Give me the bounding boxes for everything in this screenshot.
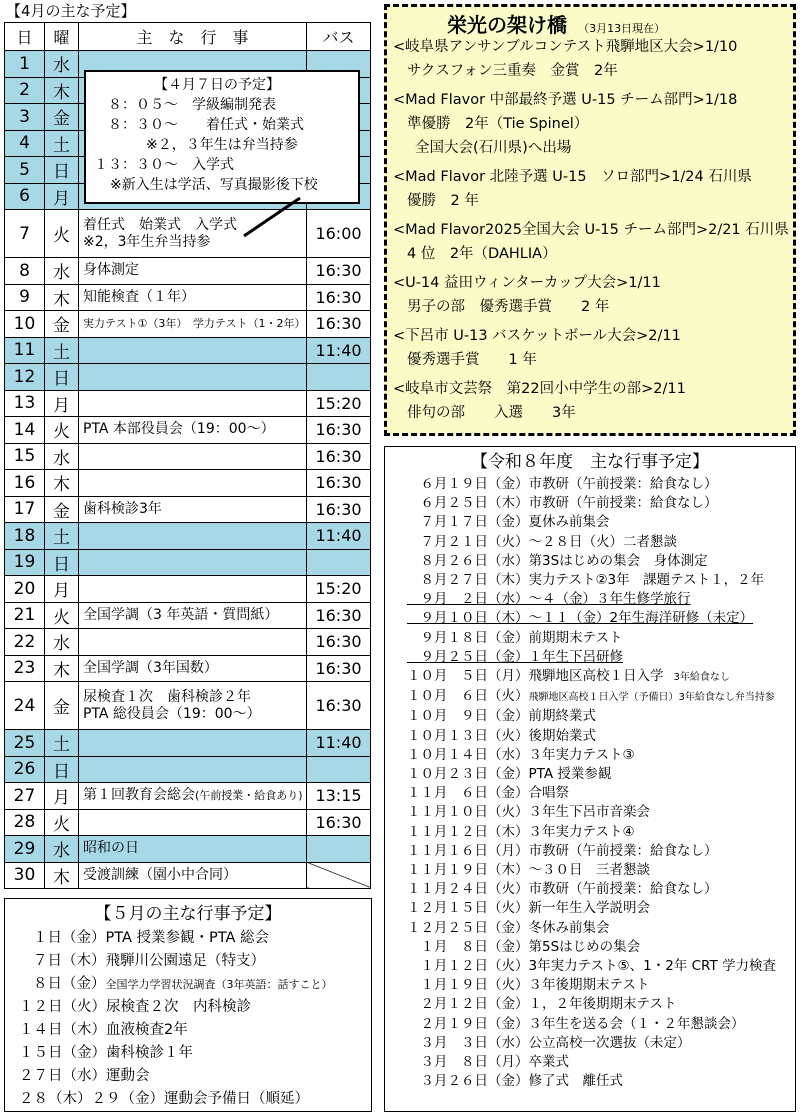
list-item [11, 950, 365, 973]
cell-bus: 16:00 [307, 210, 371, 258]
cell-events [79, 443, 307, 470]
cell-events [79, 655, 307, 682]
item-text: １５日（金）歯科検診１年 [19, 1045, 193, 1061]
list-item [11, 1065, 365, 1088]
honor-result: 優秀選手賞 1 年 [407, 352, 537, 368]
cell-bus: 13:15 [307, 783, 371, 810]
event-text: 受渡訓練（園小中合同） [83, 866, 237, 883]
cell-weekday: 水 [45, 51, 79, 78]
item-text: １２月２５日（金）冬休み前集会 [407, 919, 610, 936]
cell-day: 29 [5, 836, 45, 863]
honor-item [393, 324, 787, 372]
cell-weekday: 日 [45, 364, 79, 391]
list-item [11, 1042, 365, 1065]
cell-bus: 11:40 [307, 523, 371, 550]
item-text: １１月１９日（木）～３０日 三者懇談 [407, 862, 650, 879]
list-item [389, 609, 791, 628]
list-item [389, 899, 791, 918]
table-row [5, 682, 371, 730]
list-item [11, 1019, 365, 1042]
item-text: １１月１０日（火）３年生下呂市音楽会 [407, 804, 650, 821]
table-row [5, 862, 371, 889]
table-row [5, 470, 371, 497]
header-day: 日 [5, 23, 45, 51]
honor-item [393, 165, 787, 213]
item-text: １０月１４日（水）３年実力テスト③ [407, 746, 635, 763]
cell-bus: 16:30 [307, 809, 371, 836]
honor-item [393, 88, 787, 160]
callout-line: ※２，３年生は弁当持参 [146, 137, 298, 153]
header-bus: バス [307, 23, 371, 51]
cell-bus [307, 549, 371, 576]
cell-day: 14 [5, 417, 45, 444]
cell-weekday: 水 [45, 629, 79, 656]
cell-bus: 16:30 [307, 629, 371, 656]
cell-bus [307, 862, 371, 889]
item-text: ９月１０日（木）～１１（金）2年生海洋研修（未定） [407, 610, 754, 627]
item-text: １０月 ６日（火） [407, 688, 529, 705]
honor-event-name: <岐阜県アンサンブルコンテスト飛騨地区大会>1/10 [393, 39, 738, 55]
honor-event-name: <U-14 益田ウィンターカップ大会>1/11 [393, 275, 661, 291]
table-header-row [5, 23, 371, 51]
cell-day: 30 [5, 862, 45, 889]
item-text: １月１２日（火）3年実力テスト⑤、1・2年 CRT 学力検査 [407, 958, 776, 975]
list-item [11, 1088, 365, 1111]
cell-events [79, 337, 307, 364]
cell-weekday: 金 [45, 311, 79, 338]
cell-day: 20 [5, 576, 45, 603]
cell-events [79, 682, 307, 730]
cell-bus: 16:30 [307, 311, 371, 338]
header-weekday: 曜 [45, 23, 79, 51]
cell-events [79, 364, 307, 391]
callout-title: 【４月７日の予定】 [154, 77, 280, 93]
item-text: １１月２４日（火）市教研（午前授業：給食なし） [407, 881, 718, 898]
item-text: １０月 ５日（月）飛騨地区高校１日入学 [407, 668, 664, 685]
honor-result: 準優勝 2年（Tie Spinel） [407, 116, 589, 132]
item-text: １月 ８日（金）第5Sはじめの集会 [407, 938, 641, 955]
honor-result: 俳句の部 入選 3年 [407, 405, 576, 421]
cell-day: 16 [5, 470, 45, 497]
header-events: 主 な 行 事 [79, 23, 307, 51]
may-schedule-list [11, 927, 365, 1111]
event-note: (午前授業・給食あり) [195, 789, 303, 803]
table-row [5, 756, 371, 783]
list-item [389, 533, 791, 552]
cell-day: 24 [5, 682, 45, 730]
item-text: １月１９日（火）３年後期期末テスト [407, 977, 650, 994]
cell-day: 25 [5, 730, 45, 757]
cell-weekday: 金 [45, 682, 79, 730]
callout-line: ※新入生は学活、写真撮影後下校 [110, 177, 318, 193]
table-row [5, 258, 371, 285]
event-text: 着任式 始業式 入学式 [83, 216, 237, 233]
item-text: ９月 ２日（水）～４（金）３年生修学旅行 [407, 591, 691, 608]
list-item [389, 475, 791, 494]
event-text: 第１回教育会総会 [83, 787, 195, 804]
cell-weekday: 月 [45, 576, 79, 603]
may-schedule-box [4, 898, 372, 1112]
honor-list [393, 35, 787, 425]
item-text: ８日（金） [33, 976, 106, 992]
cell-day: 12 [5, 364, 45, 391]
list-item [389, 1034, 791, 1053]
cell-day: 22 [5, 629, 45, 656]
cell-weekday: 月 [45, 783, 79, 810]
cell-events [79, 730, 307, 757]
table-row [5, 576, 371, 603]
cell-bus: 16:30 [307, 496, 371, 523]
cell-day: 2 [5, 77, 45, 104]
cell-weekday: 火 [45, 602, 79, 629]
cell-bus: 16:30 [307, 258, 371, 285]
cell-day: 11 [5, 337, 45, 364]
honor-result: 優勝 2 年 [407, 193, 479, 209]
cell-day: 9 [5, 284, 45, 311]
item-text: ７月１７日（金）夏休み前集会 [407, 514, 610, 531]
item-text: １１月 ６日（金）合唱祭 [407, 785, 569, 802]
list-item [389, 1053, 791, 1072]
list-item [389, 667, 791, 687]
cell-bus [307, 836, 371, 863]
list-item [389, 494, 791, 513]
list-item [389, 995, 791, 1014]
item-text: ９月２５日（金）１年生下呂研修 [407, 648, 623, 665]
event-text: 知能検査（１年） [83, 288, 195, 305]
cell-day: 1 [5, 51, 45, 78]
callout-line: ８：０５～ 学級編制発表 [108, 97, 276, 113]
item-text: ８月２６日（水）第3Sはじめの集会 身体測定 [407, 552, 708, 569]
list-item [389, 1015, 791, 1034]
honor-event-name: <Mad Flavor 北陸予選 U-15 ソロ部門>1/24 石川県 [393, 169, 752, 185]
cell-day: 17 [5, 496, 45, 523]
cell-weekday: 水 [45, 258, 79, 285]
item-text: １１月１６日（月）市教研（午前授業：給食なし） [407, 842, 718, 859]
cell-day: 21 [5, 602, 45, 629]
honor-item [393, 377, 787, 425]
honor-result: サクスフォン三重奏 金賞 2年 [407, 63, 618, 79]
event-text: 全国学調（3 年英語・質問紙） [83, 606, 279, 623]
cell-weekday: 木 [45, 862, 79, 889]
honor-item [393, 35, 787, 83]
list-item [389, 842, 791, 861]
honor-result: 4 位 2年（DAHLIA） [407, 246, 557, 262]
list-item [389, 957, 791, 976]
cell-day: 5 [5, 157, 45, 184]
list-item [389, 648, 791, 667]
cell-bus: 16:30 [307, 417, 371, 444]
item-text: １１月１２日（木）３年実力テスト④ [407, 823, 635, 840]
list-item [389, 1072, 791, 1091]
table-row [5, 210, 371, 258]
item-text: １日（金）PTA 授業参観・PTA 総会 [33, 930, 270, 946]
cell-events [79, 417, 307, 444]
cell-day: 10 [5, 311, 45, 338]
cell-events [79, 836, 307, 863]
cell-day: 4 [5, 130, 45, 157]
cell-day: 26 [5, 756, 45, 783]
cell-day: 6 [5, 183, 45, 210]
table-row [5, 602, 371, 629]
cell-bus: 11:40 [307, 337, 371, 364]
cell-bus [307, 364, 371, 391]
honor-item [393, 271, 787, 319]
table-row [5, 629, 371, 656]
table-row [5, 443, 371, 470]
list-item [389, 976, 791, 995]
cell-weekday: 火 [45, 210, 79, 258]
list-item [389, 919, 791, 938]
cell-events [79, 576, 307, 603]
list-item [389, 784, 791, 803]
table-row [5, 337, 371, 364]
cell-day: 23 [5, 655, 45, 682]
item-text: １４日（木）血液検査2年 [19, 1022, 188, 1038]
list-item [11, 927, 365, 950]
honor-event-name: <Mad Flavor2025全国大会 U-15 チーム部門>2/21 石川県 [393, 222, 789, 238]
list-item [389, 590, 791, 609]
honor-board [384, 4, 796, 436]
honor-event-name: <下呂市 U-13 バスケットボール大会>2/11 [393, 328, 681, 344]
cell-events [79, 862, 307, 889]
table-row [5, 783, 371, 810]
list-item [389, 746, 791, 765]
annual-schedule-list [389, 475, 791, 1092]
annual-schedule-title: 【令和８年度 主な行事予定】 [471, 452, 709, 472]
list-item [389, 861, 791, 880]
cell-weekday: 日 [45, 549, 79, 576]
event-text: 全国学調（3年国数） [83, 659, 218, 676]
honor-result: 全国大会(石川県)へ出場 [415, 140, 572, 156]
cell-weekday: 木 [45, 284, 79, 311]
callout-line: ８：３０～ 着任式・始業式 [108, 117, 304, 133]
cell-bus [307, 756, 371, 783]
item-text: ２月１９日（金）３年生を送る会（１・２年懇談会） [407, 1015, 745, 1032]
table-row [5, 284, 371, 311]
cell-day: 28 [5, 809, 45, 836]
cell-bus: 16:30 [307, 682, 371, 730]
cell-bus: 15:20 [307, 390, 371, 417]
cell-weekday: 月 [45, 390, 79, 417]
list-item [11, 996, 365, 1019]
cell-weekday: 日 [45, 756, 79, 783]
cell-day: 13 [5, 390, 45, 417]
cell-weekday: 土 [45, 130, 79, 157]
item-text: １０月１３日（火）後期始業式 [407, 727, 596, 744]
cell-weekday: 金 [45, 104, 79, 131]
cell-events [79, 258, 307, 285]
cell-weekday: 木 [45, 470, 79, 497]
event-text: 歯科検診3年 [83, 500, 162, 517]
cell-events [79, 470, 307, 497]
cell-weekday: 土 [45, 730, 79, 757]
list-item [389, 629, 791, 648]
list-item [11, 973, 365, 996]
table-row [5, 364, 371, 391]
cell-bus: 11:40 [307, 730, 371, 757]
list-item [389, 803, 791, 822]
cell-events [79, 311, 307, 338]
cell-events [79, 602, 307, 629]
item-text: ９月１８日（金）前期期末テスト [407, 629, 623, 646]
list-item [389, 880, 791, 899]
cell-day: 8 [5, 258, 45, 285]
cell-events [79, 390, 307, 417]
event-line [83, 787, 306, 804]
list-item [389, 938, 791, 957]
honor-item [393, 218, 787, 266]
cell-bus: 16:30 [307, 443, 371, 470]
honor-event-name: <岐阜市文芸祭 第22回小中学生の部>2/11 [393, 381, 686, 397]
cell-bus: 16:30 [307, 284, 371, 311]
event-text: ※2，3年生弁当持参 [83, 233, 211, 250]
cell-weekday: 金 [45, 496, 79, 523]
cell-events [79, 210, 307, 258]
item-note: 全国学力学習状況調査（3年英語：話すこと） [105, 978, 333, 991]
list-item [389, 823, 791, 842]
item-text: ８月２７日（木）実力テスト②3年 課題テスト１，２年 [407, 572, 765, 589]
list-item [389, 571, 791, 590]
cell-day: 18 [5, 523, 45, 550]
cell-events [79, 809, 307, 836]
honor-event-name: <Mad Flavor 中部最終予選 U-15 チーム部門>1/18 [393, 92, 738, 108]
cell-weekday: 木 [45, 655, 79, 682]
honor-board-header [393, 9, 787, 35]
cell-bus: 15:20 [307, 576, 371, 603]
event-text: 実力テスト①（3年） 学力テスト（1・2年） [83, 317, 306, 331]
callout-line: １３：３０～ 入学式 [94, 157, 234, 173]
list-item [389, 687, 791, 707]
table-row [5, 809, 371, 836]
table-row [5, 496, 371, 523]
cell-weekday: 土 [45, 523, 79, 550]
item-text: ２月１２日（金）１，２年後期期末テスト [407, 996, 677, 1013]
cell-bus: 16:30 [307, 655, 371, 682]
item-text: ７月２１日（火）～２８日（火）二者懇談 [407, 533, 677, 550]
item-text: ３月２６日（金）修了式 離任式 [407, 1073, 623, 1090]
list-item [389, 765, 791, 784]
item-text: ２７日（水）運動会 [19, 1068, 150, 1084]
table-row [5, 311, 371, 338]
event-text: 身体測定 [83, 262, 139, 279]
item-note: 飛騨地区高校１日入学（予備日）3年給食なし弁当持参 [528, 692, 775, 704]
honor-result: 男子の部 優秀選手賞 2 年 [407, 299, 610, 315]
cell-weekday: 火 [45, 809, 79, 836]
item-text: ３月 ８日（月）卒業式 [407, 1054, 569, 1071]
cell-events [79, 756, 307, 783]
cell-events [79, 629, 307, 656]
item-text: １０月 ９日（金）前期終業式 [407, 708, 596, 725]
cell-bus: 16:30 [307, 470, 371, 497]
cell-weekday: 月 [45, 183, 79, 210]
cell-weekday: 木 [45, 77, 79, 104]
item-text: １２月１５日（火）新一年生入学説明会 [407, 900, 650, 917]
cell-day: 27 [5, 783, 45, 810]
item-text: １０月２３日（金）PTA 授業参観 [407, 766, 612, 783]
item-text: ６月１９日（金）市教研（午前授業：給食なし） [407, 476, 718, 492]
april-schedule-title: 【4月の主な予定】 [6, 2, 136, 20]
honor-board-date: （3月13日現在） [578, 22, 666, 35]
list-item [389, 707, 791, 726]
event-text: 昭和の日 [83, 840, 139, 857]
table-row [5, 417, 371, 444]
cell-day: 3 [5, 104, 45, 131]
item-text: ３月 ３日（水）公立高校一次選抜（未定） [407, 1034, 691, 1051]
cell-weekday: 水 [45, 443, 79, 470]
item-text: ２８（木）２９（金）運動会予備日（順延） [19, 1091, 309, 1107]
item-text: １２日（火）尿検査２次 内科検診 [19, 999, 251, 1015]
cell-events [79, 496, 307, 523]
april-7-callout [84, 70, 360, 204]
table-row [5, 549, 371, 576]
list-item [389, 513, 791, 532]
table-row [5, 655, 371, 682]
list-item [389, 552, 791, 571]
cell-day: 19 [5, 549, 45, 576]
may-schedule-title: 【５月の主な行事予定】 [94, 904, 282, 924]
item-text: ６月２５日（木）市教研（午前授業：給食なし） [407, 495, 718, 512]
cell-weekday: 水 [45, 836, 79, 863]
cell-bus: 16:30 [307, 602, 371, 629]
event-text: PTA 総役員会（19：00～） [83, 705, 261, 722]
cell-weekday: 火 [45, 417, 79, 444]
cell-day: 15 [5, 443, 45, 470]
annual-schedule-box [384, 446, 796, 1112]
table-row [5, 730, 371, 757]
event-text: 尿検査１次 歯科検診２年 [83, 688, 251, 705]
table-row [5, 390, 371, 417]
cell-day: 7 [5, 210, 45, 258]
cell-events [79, 284, 307, 311]
event-text: PTA 本部役員会（19：00～） [83, 421, 275, 438]
table-row [5, 523, 371, 550]
cell-events [79, 523, 307, 550]
honor-board-title: 栄光の架け橋 [447, 13, 567, 37]
cell-events [79, 549, 307, 576]
list-item [389, 727, 791, 746]
cell-events [79, 783, 307, 810]
item-note: 3年給食なし [663, 672, 730, 684]
item-text: ７日（木）飛騨川公園遠足（特支） [33, 953, 265, 969]
table-row [5, 836, 371, 863]
cell-weekday: 土 [45, 337, 79, 364]
cell-weekday: 日 [45, 157, 79, 184]
